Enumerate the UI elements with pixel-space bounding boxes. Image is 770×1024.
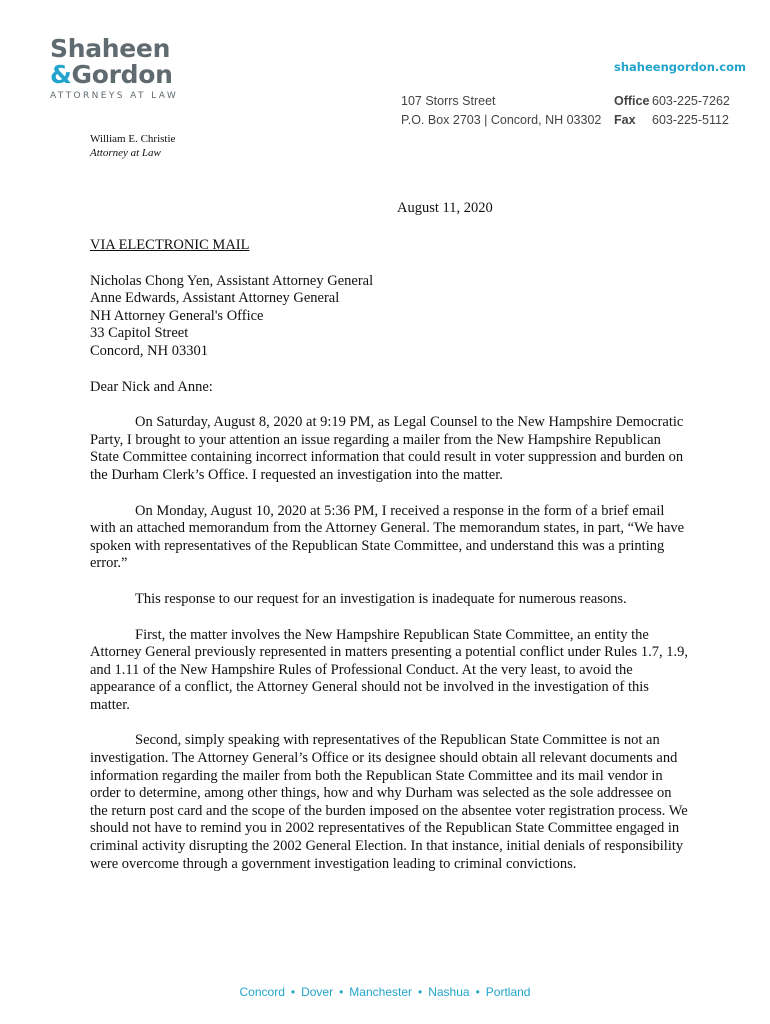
salutation: Dear Nick and Anne: xyxy=(90,378,213,395)
office-location: Dover xyxy=(301,985,334,999)
recipient-line: Anne Edwards, Assistant Attorney General xyxy=(90,290,340,307)
recipient-line: NH Attorney General's Office xyxy=(90,307,264,324)
separator-dot: • xyxy=(418,985,423,999)
office-label: Office xyxy=(614,94,650,108)
recipient-address xyxy=(90,273,690,361)
letter-date: August 11, 2020 xyxy=(397,200,493,216)
firm-phones xyxy=(614,92,730,130)
office-phone: 603-225-7262 xyxy=(652,94,730,108)
fax-phone: 603-225-5112 xyxy=(652,113,729,127)
author-title: Attorney at Law xyxy=(90,147,161,159)
address-line-2: P.O. Box 2703 | Concord, NH 03302 xyxy=(401,113,602,127)
body-paragraph: On Saturday, August 8, 2020 at 9:19 PM, as Legal Counsel to the New Hampshire Democratic Party, I brought to your attention an issue regarding a mailer from the New Hampshire Republican State Committee containing incorrect information that could result in voter suppression and burden on the Durham Clerk’s Office. I requested an investigation into the matter. xyxy=(90,414,684,483)
logo-name-gordon xyxy=(50,62,178,88)
logo-ampersand: & xyxy=(50,60,72,89)
delivery-method: VIA ELECTRONIC MAIL xyxy=(90,237,250,253)
fax-row xyxy=(614,111,730,130)
separator-dot: • xyxy=(290,985,296,999)
recipient-line: Nicholas Chong Yen, Assistant Attorney General xyxy=(90,272,374,289)
firm-website[interactable]: shaheengordon.com xyxy=(614,60,746,74)
author-block xyxy=(90,132,175,160)
office-location: Nashua xyxy=(428,985,470,999)
separator-dot: • xyxy=(475,985,480,999)
office-locations-footer xyxy=(0,985,770,999)
logo-name-shaheen: Shaheen xyxy=(50,34,171,63)
office-phone-row xyxy=(614,92,730,111)
recipient-line: Concord, NH 03301 xyxy=(90,342,209,359)
author-name: William E. Christie xyxy=(90,133,176,145)
office-location: Concord xyxy=(239,985,285,999)
body-paragraph: This response to our request for an investigation is inadequate for numerous reasons. xyxy=(135,590,627,607)
body-paragraph: On Monday, August 10, 2020 at 5:36 PM, I received a response in the form of a brief email with an attached memorandum from the Attorney General. The memorandum states, in part, “We have spoken with representatives of the Republican State Committee, and understand this was a printing error.” xyxy=(90,502,685,572)
firm-logo xyxy=(50,36,178,101)
body-paragraph: Second, simply speaking with representatives of the Republican State Committee is not an investigation. The Attorney General’s Office or its designee should obtain all relevant documents and information regarding the mailer from both the Republican State Committee and its mail vendor in order to determine, among other things, how and why Durham was selected as the sole addressee on the return post card and the scope of the burden imposed on the absentee voter registration process. We should not have to remind you in 2002 representatives of the Republican State Committee engaged in criminal activity disrupting the 2002 General Election. In that instance, initial denials of responsibility were overcome through a government investigation leading to criminal convictions. xyxy=(90,732,688,872)
letter-body xyxy=(90,237,690,873)
body-paragraph: First, the matter involves the New Hampshire Republican State Committee, an entity the Attorney General previously represented in matters presenting a potential conflict under Rules 1.7, 1.9, and 1.11 of the New Hampshire Rules of Professional Conduct. At the very least, to avoid the appearance of a conflict, the Attorney General should not be involved in the investigation of this matter. xyxy=(90,626,688,713)
logo-gordon-text: Gordon xyxy=(71,60,173,89)
office-location: Manchester xyxy=(349,985,412,999)
address-line-1: 107 Storrs Street xyxy=(401,94,496,108)
fax-label: Fax xyxy=(614,113,636,127)
recipient-line: 33 Capitol Street xyxy=(90,325,189,342)
firm-address xyxy=(401,92,601,130)
office-location: Portland xyxy=(485,985,531,999)
separator-dot: • xyxy=(339,985,344,999)
logo-tagline: ATTORNEYS AT LAW xyxy=(50,91,179,101)
